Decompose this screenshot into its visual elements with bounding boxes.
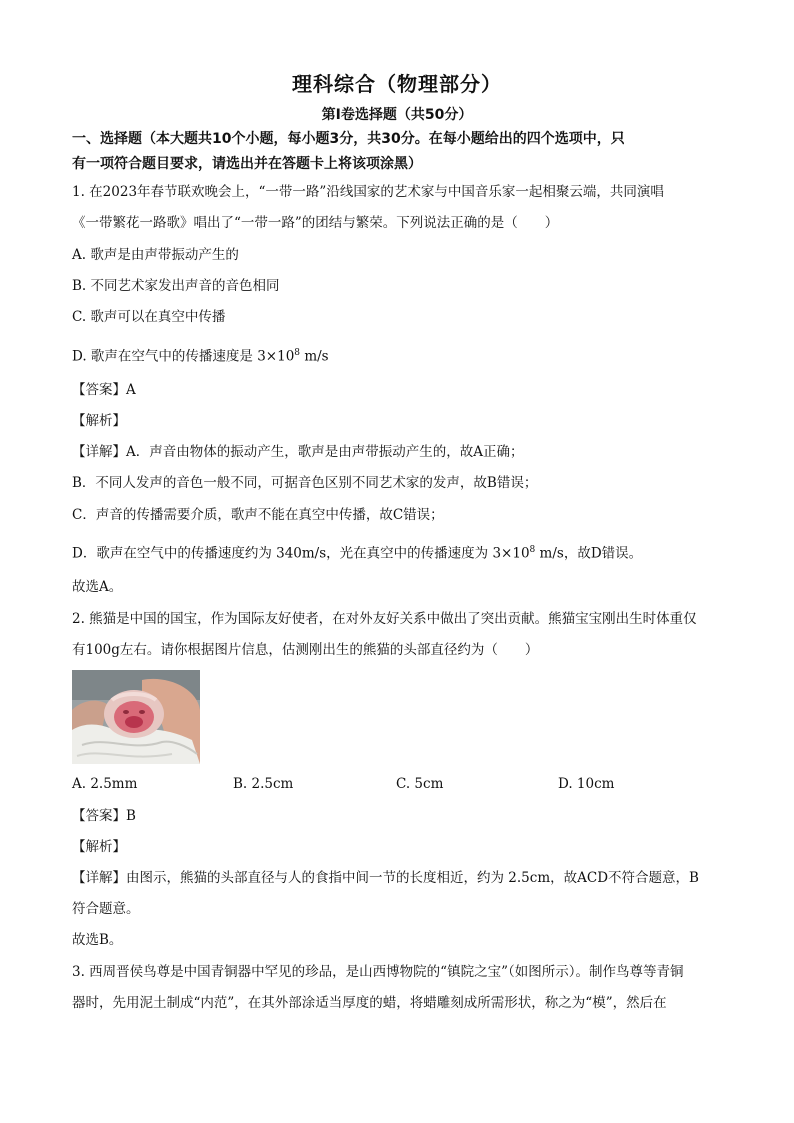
q2-detail-line1: 【详解】由图示，熊猫的头部直径与人的食指中间一节的长度相近，约为 2.5cm，故ACD不符合题意，B	[72, 870, 699, 886]
q1-stem-line2: 《一带繁花一路歌》唱出了“一带一路”的团结与繁荣。下列说法正确的是（ ）	[72, 215, 559, 231]
q2-option-d: D. 10cm	[558, 776, 615, 792]
q1-conclusion: 故选A。	[72, 579, 123, 595]
section-heading-line2: 有一项符合题目要求，请选出并在答题卡上将该项涂黑）	[72, 156, 422, 172]
q2-option-a: A. 2.5mm	[72, 776, 138, 792]
q2-stem-line2: 有100g左右。请你根据图片信息，估测刚出生的熊猫的头部直径约为（ ）	[72, 642, 539, 658]
q1-stem-line1: 1. 在2023年春节联欢晚会上，“一带一路”沿线国家的艺术家与中国音乐家一起相聚云端，共同演唱	[72, 184, 664, 200]
q1-detail-d-prefix: D．歌声在空气中的传播速度约为 340m/s，光在真空中的传播速度为 3×10	[72, 545, 530, 562]
q1-detail-c: C．声音的传播需要介质，歌声不能在真空中传播，故C错误；	[72, 507, 444, 523]
q1-answer: 【答案】A	[72, 382, 136, 398]
q1-option-d-unit: m/s	[300, 348, 329, 365]
section-subtitle: 第I卷选择题（共50分）	[321, 107, 473, 123]
q1-option-d-exponent: 8	[294, 348, 301, 358]
q3-stem-line2: 器时，先用泥土制成“内范”，在其外部涂适当厚度的蜡，将蜡雕刻成所需形状，称之为“模”，然后在	[72, 995, 667, 1011]
q1-option-b: B. 不同艺术家发出声音的音色相同	[72, 278, 280, 294]
q1-detail-d	[72, 541, 642, 563]
q1-detail-d-suffix: m/s，故D错误。	[535, 545, 643, 562]
q1-option-d-prefix: D. 歌声在空气中的传播速度是 3×10	[72, 348, 295, 365]
q1-option-d	[72, 344, 329, 366]
q2-stem-line1: 2. 熊猫是中国的国宝，作为国际友好使者，在对外友好关系中做出了突出贡献。熊猫宝宝刚出生时体重仅	[72, 611, 697, 627]
q3-stem-line1: 3. 西周晋侯鸟尊是中国青铜器中罕见的珍品，是山西博物院的“镇院之宝”（如图所示）。制作鸟尊等青铜	[72, 964, 684, 980]
q1-detail-b: B．不同人发声的音色一般不同，可据音色区别不同艺术家的发声，故B错误；	[72, 475, 538, 491]
q1-detail-a: 【详解】A．声音由物体的振动产生，歌声是由声带振动产生的，故A正确；	[72, 444, 524, 460]
q2-option-b: B. 2.5cm	[233, 776, 294, 792]
q1-detail-d-exponent: 8	[529, 545, 536, 555]
q1-option-c: C. 歌声可以在真空中传播	[72, 309, 226, 325]
q2-conclusion: 故选B。	[72, 932, 123, 948]
page-title: 理科综合（物理部分）	[292, 72, 502, 96]
q2-answer: 【答案】B	[72, 808, 136, 824]
q1-option-a: A. 歌声是由声带振动产生的	[72, 247, 239, 263]
q1-analysis-label: 【解析】	[72, 413, 126, 429]
q2-detail-line2: 符合题意。	[72, 901, 140, 917]
section-heading-line1: 一、选择题（本大题共10个小题，每小题3分，共30分。在每小题给出的四个选项中，只	[72, 131, 625, 147]
q2-option-c: C. 5cm	[396, 776, 444, 792]
q2-analysis-label: 【解析】	[72, 839, 126, 855]
newborn-panda-photo	[72, 670, 200, 764]
